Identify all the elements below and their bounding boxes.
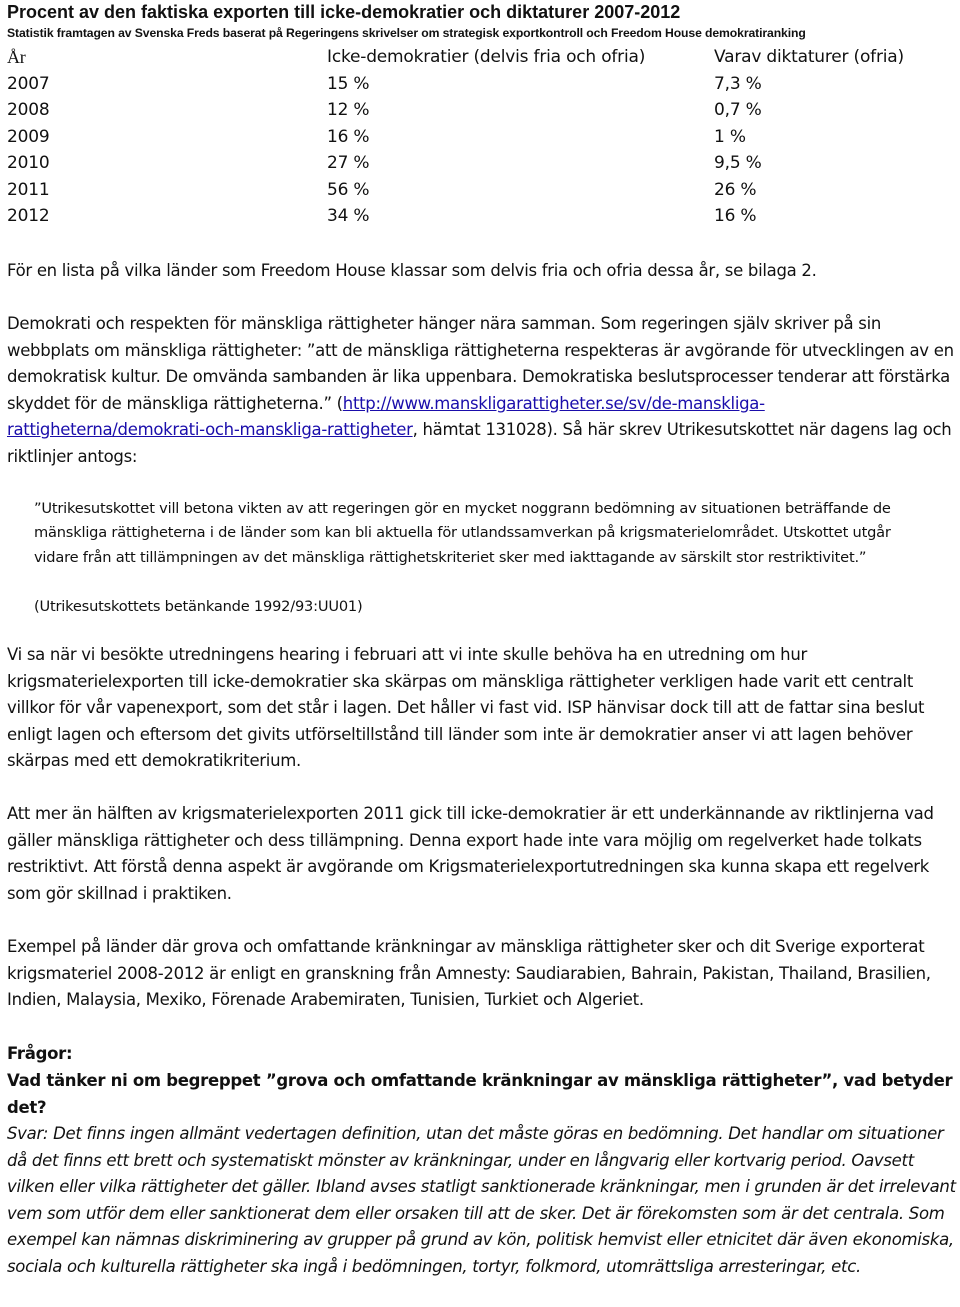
table-cell-dictatorships: 0,7 % [714,100,762,120]
table-cell-year: 2008 [7,100,50,120]
table-cell-non-democracies: 15 % [327,73,370,94]
document-title: Procent av den faktiska exporten till icke-demokratier och diktaturer 2007-2012 [7,2,681,22]
source-link[interactable]: http://www.manskligarattigheter.se/sv/de-manskliga-rattigheterna/demokrati-och-manskliga-rattigheter [7,393,765,439]
table-row [0,97,960,123]
table-header-dictatorships: Varav diktaturer (ofria) [714,47,904,67]
table-cell-year: 2010 [7,153,50,173]
answer: Svar: Det finns ingen allmänt vedertagen definition, utan det måste göras en bedömning. Det handlar om situationer då det finns ett brett och systematiskt mönster av kränkningar, under en långvarig eller kortvarig period. Oavsett vilken eller vilka rättigheter det gäller. Ibland avses statligt sanktionerade kränkningar, men i grunden är det irrelevant vem som utför dem eller sanktionerat dem eller orsaken till att de sker. Det är förekomsten som är det centrala. Som exempel kan nämnas diskriminering av grupper på grund av kön, politisk hemvist eller etnicitet där även ekonomiska, sociala och kulturella rättigheter ska ingå i bedömningen, tortyr, folkmord, utomrättsliga arresteringar, etc. [7,1124,956,1276]
table-cell-non-democracies: 27 % [327,153,370,173]
table-cell-year: 2007 [7,73,50,94]
paragraph-text: Demokrati och respekten för mänskliga rättigheter hänger nära samman. Som regeringen själv skriver på sin webbplats om mänskliga rättigheter: ”att de mänskliga rättigheterna respekteras är avgörande för utvecklingen av en demokratisk kultur. De omvända sambanden är lika uppenbara. Demokratiska beslutsprocesser tenderar att förstärka skyddet för de mänskliga rättigheterna.” ( [7,314,954,413]
committee-quote: ”Utrikesutskottet vill betona vikten av att regeringen gör en mycket noggrann bedömning av situationen beträffande de mänskliga rättigheterna i de länder som kan bli aktuella för utlandssamverkan på krigsmaterielområdet. Utskottet utgår vidare från att tillämpningen av det mänskliga rättighetskriteriet sker med iakttagande av särskilt stor restriktivitet.” [34,500,891,566]
table-row [0,150,960,176]
table-cell-dictatorships: 26 % [714,179,757,200]
table-cell-non-democracies: 56 % [327,179,370,200]
table-cell-non-democracies: 12 % [327,100,370,120]
table-row [0,71,960,97]
table-cell-dictatorships: 16 % [714,206,757,226]
paragraph-amnesty-examples: Exempel på länder där grova och omfattande kränkningar av mänskliga rättigheter sker och dit Sverige exporterat krigsmateriel 2008-2012 är enligt en granskning från Amnesty: Saudiarabien, Bahrain, Pakistan, Thailand, Brasilien, Indien, Malaysia, Mexiko, Förenade Arabemiraten, Tunisien, Turkiet och Algeriet. [7,937,931,1009]
paragraph-guidelines: Att mer än hälften av krigsmaterielexporten 2011 gick till icke-demokratier är ett underkännande av riktlinjerna vad gäller mänskliga rättigheter och dess tillämpning. Denna export hade inte vara möjlig om regelverket hade tolkats restriktivt. Att förstå denna aspekt är avgörande om Krigsmaterielexportutredningen ska kunna skapa ett regelverk som gör skillnad i praktiken. [7,804,934,903]
paragraph-freedom-house-note: För en lista på vilka länder som Freedom House klassar som delvis fria och ofria dessa år, se bilaga 2. [7,261,817,280]
table-row [0,124,960,150]
table-header-non-democracies: Icke-demokratier (delvis fria och ofria) [327,47,646,67]
paragraph-hearing: Vi sa när vi besökte utredningens hearing i februari att vi inte skulle behöva ha en utredning om hur krigsmaterielexporten till icke-demokratier ska skärpas om mänskliga rättigheter verkligen hade varit ett centralt villkor för vår vapenexport, som det står i lagen. Det håller vi fast vid. ISP hänvisar dock till att de fattar sina beslut enligt lagen och eftersom det givits utförseltillstånd till länder som inte är demokratier anser vi att lagen behöver skärpas med ett demokratikriterium. [7,645,925,770]
table-cell-year: 2011 [7,179,50,200]
table-header-year: År [7,47,26,67]
paragraph-democracy-human-rights [7,311,957,470]
document-subtitle: Statistik framtagen av Svenska Freds baserat på Regeringens skrivelser om strategisk exportkontroll och Freedom House demokratiranking [7,26,806,40]
table-cell-dictatorships: 9,5 % [714,153,762,173]
questions-heading: Frågor: [7,1044,73,1063]
paragraph-text-tail: , hämtat 131028). Så här skrev Utrikesutskottet när dagens lag och riktlinjer antogs: [7,420,952,466]
table-row [0,203,960,229]
question: Vad tänker ni om begreppet ”grova och omfattande kränkningar av mänskliga rättigheter”, vad betyder det? [7,1071,953,1117]
table-cell-dictatorships: 1 % [714,126,746,147]
table-row [0,177,960,203]
table-cell-non-democracies: 16 % [327,126,370,147]
table-cell-dictatorships: 7,3 % [714,73,762,94]
table-cell-year: 2012 [7,206,50,226]
table-cell-year: 2009 [7,126,50,147]
quote-source: (Utrikesutskottets betänkande 1992/93:UU01) [34,598,363,615]
table-cell-non-democracies: 34 % [327,206,370,226]
table-header-row [0,44,960,70]
